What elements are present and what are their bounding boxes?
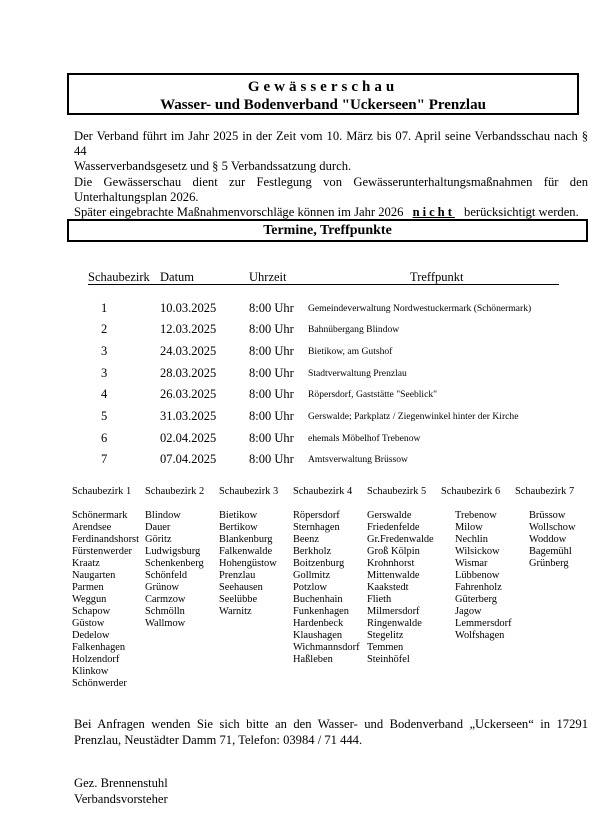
district-place: Kaakstedt	[367, 582, 409, 593]
uhrzeit-cell: 8:00 Uhr	[249, 431, 294, 445]
column-header-datum: Datum	[160, 270, 195, 284]
signature-block	[74, 776, 168, 807]
district-place: Güstow	[72, 618, 105, 629]
district-place: Warnitz	[219, 606, 252, 617]
district-place: Klaushagen	[293, 630, 343, 641]
district-place: Röpersdorf	[293, 510, 340, 521]
district-place: Klinkow	[72, 666, 109, 677]
district-place: Naugarten	[72, 570, 116, 581]
district-place: Wallmow	[145, 618, 186, 629]
district-place: Potzlow	[293, 582, 328, 593]
district-place: Bagemühl	[529, 546, 572, 557]
district-heading: Schaubezirk 5	[367, 486, 427, 497]
district-place: Bertikow	[219, 522, 258, 533]
district-place: Beenz	[293, 534, 319, 545]
district-place: Stegelitz	[367, 630, 404, 641]
district-place: Lemmersdorf	[455, 618, 512, 629]
district-place: Trebenow	[455, 510, 497, 521]
district-place: Seehausen	[219, 582, 263, 593]
district-place: Friedenfelde	[367, 522, 420, 533]
intro-line-5-post: berücksichtigt werden.	[464, 205, 579, 220]
uhrzeit-cell: 8:00 Uhr	[249, 409, 294, 423]
district-place: Woddow	[529, 534, 567, 545]
signature-role: Verbandsvorsteher	[74, 791, 168, 806]
column-header-treffpunkt: Treffpunkt	[410, 270, 464, 284]
district-place: Berkholz	[293, 546, 332, 557]
intro-emphasis-nicht: nicht	[412, 205, 455, 220]
table-row	[0, 431, 615, 447]
district-place: Nechlin	[455, 534, 488, 545]
intro-line-2: Wasserverbandsgesetz und § 5 Verbandssatzung durch.	[74, 159, 352, 174]
district-column	[367, 486, 434, 666]
district-place: Funkenhagen	[293, 606, 349, 617]
district-place: Hardenbeck	[293, 618, 344, 629]
district-place: Gerswalde	[367, 510, 412, 521]
signature-name: Gez. Brennenstuhl	[74, 776, 168, 790]
uhrzeit-cell: 8:00 Uhr	[249, 301, 294, 315]
column-header-bezirk: Schaubezirk	[88, 270, 150, 284]
datum-cell: 24.03.2025	[160, 344, 217, 358]
district-place: Bietikow	[219, 510, 258, 521]
section-title: Termine, Treffpunkte	[67, 219, 588, 242]
datum-cell: 26.03.2025	[160, 387, 217, 401]
district-place: Schapow	[72, 606, 111, 617]
header-underline	[88, 284, 559, 285]
district-place: Wollschow	[529, 522, 576, 533]
district-place: Fahrenholz	[455, 582, 502, 593]
district-place: Flieth	[367, 594, 392, 605]
uhrzeit-cell: 8:00 Uhr	[249, 366, 294, 380]
datum-cell: 28.03.2025	[160, 366, 217, 380]
district-heading: Schaubezirk 2	[145, 486, 205, 497]
district-place: Falkenhagen	[72, 642, 126, 653]
district-place: Wolfshagen	[455, 630, 505, 641]
uhrzeit-cell: 8:00 Uhr	[249, 452, 294, 466]
district-place: Hohengüstow	[219, 558, 277, 569]
district-place: Kraatz	[72, 558, 100, 569]
datum-cell: 10.03.2025	[160, 301, 217, 315]
district-place: Prenzlau	[219, 570, 256, 581]
intro-line-4: Unterhaltungsplan 2026.	[74, 189, 199, 204]
district-place: Dauer	[145, 522, 171, 533]
uhrzeit-cell: 8:00 Uhr	[249, 322, 294, 336]
bezirk-cell: 1	[101, 301, 108, 315]
district-place: Blindow	[145, 510, 181, 521]
intro-line-3: Die Gewässerschau dient zur Festlegung von Gewässerunterhaltungsmaßnahmen für den	[74, 174, 588, 189]
title-box	[67, 73, 579, 115]
district-place: Buchenhain	[293, 594, 343, 605]
district-place: Schönermark	[72, 510, 128, 521]
district-place: Boitzenburg	[293, 558, 345, 569]
table-row	[0, 301, 615, 317]
document-subtitle: Wasser- und Bodenverband "Uckerseen" Prenzlau	[160, 97, 486, 113]
district-place: Krohnhorst	[367, 558, 415, 569]
district-heading: Schaubezirk 3	[219, 486, 279, 497]
district-place: Ludwigsburg	[145, 546, 201, 557]
district-heading: Schaubezirk 1	[72, 486, 132, 497]
district-place: Lübbenow	[455, 570, 500, 581]
district-column	[515, 486, 576, 570]
district-place: Ferdinandshorst	[72, 534, 139, 545]
district-place: Jagow	[455, 606, 482, 617]
footer-text	[74, 717, 588, 748]
table-row	[0, 409, 615, 425]
datum-cell: 31.03.2025	[160, 409, 217, 423]
district-heading: Schaubezirk 4	[293, 486, 353, 497]
treffpunkt-cell: Gerswalde; Parkplatz / Ziegenwinkel hinter der Kirche	[308, 411, 519, 422]
treffpunkt-cell: Bietikow, am Gutshof	[308, 346, 393, 357]
intro-line-1: Der Verband führt im Jahr 2025 in der Zeit vom 10. März bis 07. April seine Verbandsschau nach § 44	[74, 129, 588, 159]
bezirk-cell: 6	[101, 431, 108, 445]
datum-cell: 07.04.2025	[160, 452, 217, 466]
district-heading: Schaubezirk 6	[441, 486, 501, 497]
district-place: Göritz	[145, 534, 172, 545]
district-place: Ringenwalde	[367, 618, 422, 629]
table-row	[0, 344, 615, 360]
district-place: Gr.Fredenwalde	[367, 534, 434, 545]
document-title: Gewässerschau	[247, 79, 399, 95]
uhrzeit-cell: 8:00 Uhr	[249, 387, 294, 401]
district-column	[145, 486, 204, 630]
district-place: Wilsickow	[455, 546, 500, 557]
table-row	[0, 322, 615, 338]
uhrzeit-cell: 8:00 Uhr	[249, 344, 294, 358]
bezirk-cell: 4	[101, 387, 108, 401]
district-place: Güterberg	[455, 594, 497, 605]
district-place: Wichmannsdorf	[293, 642, 360, 653]
district-place: Seelübbe	[219, 594, 258, 605]
district-place: Sternhagen	[293, 522, 340, 533]
district-place: Carmzow	[145, 594, 186, 605]
district-place: Groß Kölpin	[367, 546, 420, 557]
contact-paragraph: Bei Anfragen wenden Sie sich bitte an den Wasser- und Bodenverband „Uckerseen“ in 17291 Prenzlau, Neustädter Damm 71, Telefon: 03984 / 71 444.	[74, 717, 588, 747]
table-row	[0, 366, 615, 382]
district-place: Schönfeld	[145, 570, 188, 581]
district-place: Blankenburg	[219, 534, 273, 545]
district-column	[72, 486, 139, 690]
district-place: Holzendorf	[72, 654, 120, 665]
district-place: Schenkenberg	[145, 558, 204, 569]
bezirk-cell: 5	[101, 409, 108, 423]
bezirk-cell: 3	[101, 344, 108, 358]
treffpunkt-cell: Röpersdorf, Gaststätte "Seeblick"	[308, 389, 438, 400]
district-column	[219, 486, 278, 618]
district-column	[293, 486, 360, 666]
district-column	[441, 486, 512, 642]
datum-cell: 12.03.2025	[160, 322, 217, 336]
district-place: Grünow	[145, 582, 180, 593]
table-row	[0, 387, 615, 403]
district-place: Brüssow	[529, 510, 566, 521]
treffpunkt-cell: Amtsverwaltung Brüssow	[308, 454, 408, 465]
district-place: Gollmitz	[293, 570, 330, 581]
district-place: Fürstenwerder	[72, 546, 133, 557]
treffpunkt-cell: Gemeindeverwaltung Nordwestuckermark (Schönermark)	[308, 303, 532, 314]
district-place: Weggun	[72, 594, 107, 605]
district-place: Grünberg	[529, 558, 569, 569]
intro-line-5-pre: Später eingebrachte Maßnahmenvorschläge können im Jahr 2026	[74, 205, 404, 220]
district-place: Haßleben	[293, 654, 333, 665]
district-place: Steinhöfel	[367, 654, 410, 665]
table-row	[0, 452, 615, 468]
district-place: Falkenwalde	[219, 546, 273, 557]
district-place: Wismar	[455, 558, 488, 569]
district-place: Parmen	[72, 582, 104, 593]
bezirk-cell: 7	[101, 452, 108, 466]
district-place: Mittenwalde	[367, 570, 420, 581]
district-place: Dedelow	[72, 630, 110, 641]
bezirk-cell: 2	[101, 322, 108, 336]
datum-cell: 02.04.2025	[160, 431, 217, 445]
treffpunkt-cell: Stadtverwaltung Prenzlau	[308, 368, 407, 379]
district-place: Milow	[455, 522, 483, 533]
district-heading: Schaubezirk 7	[515, 486, 575, 497]
treffpunkt-cell: Bahnübergang Blindow	[308, 324, 400, 335]
district-place: Arendsee	[72, 522, 112, 533]
bezirk-cell: 3	[101, 366, 108, 380]
district-place: Schönwerder	[72, 678, 127, 689]
district-place: Schmölln	[145, 606, 185, 617]
column-header-uhrzeit: Uhrzeit	[249, 270, 287, 284]
district-place: Temmen	[367, 642, 404, 653]
intro-text	[74, 129, 588, 220]
district-place: Milmersdorf	[367, 606, 420, 617]
treffpunkt-cell: ehemals Möbelhof Trebenow	[308, 433, 421, 444]
